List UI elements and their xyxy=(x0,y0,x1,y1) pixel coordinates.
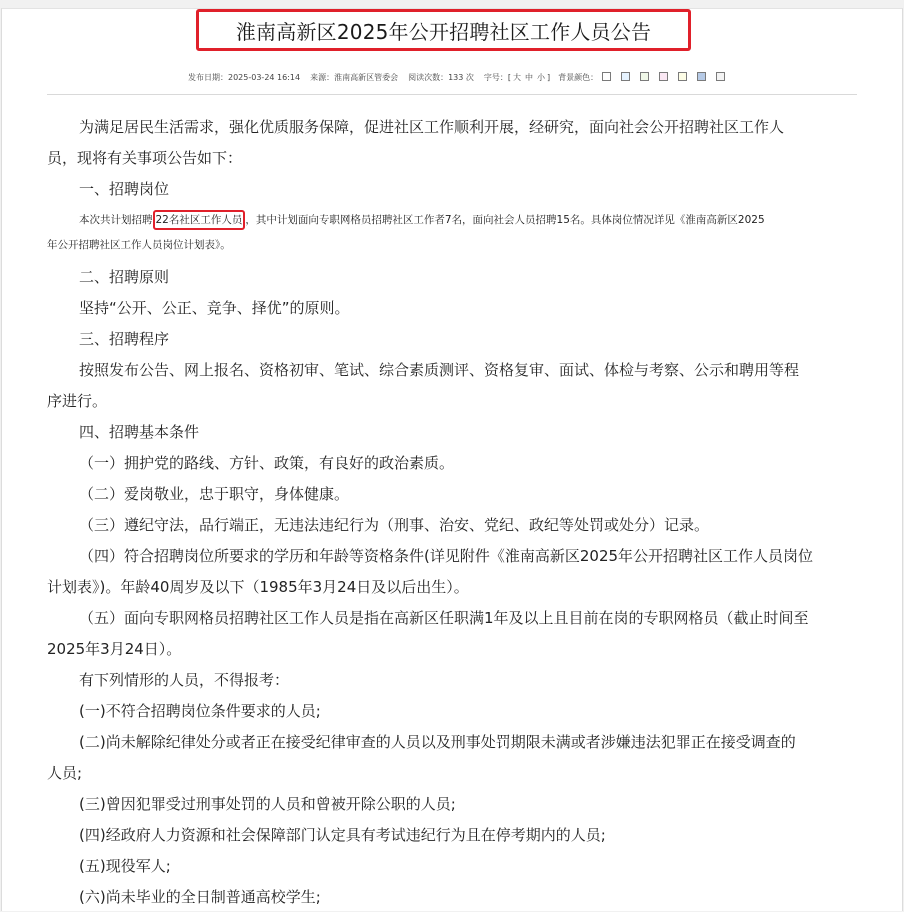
exclusion-item-5: (五)现役军人; xyxy=(79,857,171,875)
principles-text: 坚持“公开、公正、竞争、择优”的原则。 xyxy=(79,299,350,317)
exclusion-item-4: (四)经政府人力资源和社会保障部门认定具有考试违纪行为且在停考期内的人员; xyxy=(79,826,606,844)
positions-text-line1: 本次共计划招聘 22名社区工作人员 ，其中计划面向专职网格员招聘社区工作者7名，面向社会人员招聘15名。具体岗位情况详见《淮南高新区2025 xyxy=(47,208,891,233)
background-color-swatch-1[interactable] xyxy=(602,72,611,81)
section-heading-positions: 一、招聘岗位 xyxy=(79,180,170,198)
page-title: 淮南高新区2025年公开招聘社区工作人员公告 xyxy=(235,19,652,44)
background-color-swatch-7[interactable] xyxy=(716,72,725,81)
background-color-swatch-4[interactable] xyxy=(659,72,668,81)
condition-item-4-line1: （四）符合招聘岗位所要求的学历和年龄等资格条件(详见附件《淮南高新区2025年公开招聘社区工作人员岗位 xyxy=(79,547,814,565)
condition-item-5-line2: 2025年3月24日）。 xyxy=(47,640,182,658)
title-highlight-box xyxy=(196,9,691,51)
exclusion-item-2-line1: (二)尚未解除纪律处分或者正在接受纪律审查的人员以及刑事处罚期限未满或者涉嫌违法犯罪正在接受调查的 xyxy=(79,733,796,751)
procedure-text-line1: 按照发布公告、网上报名、资格初审、笔试、综合素质测评、资格复审、面试、体检与考察、公示和聘用等程 xyxy=(79,361,800,379)
condition-item-1: （一）拥护党的路线、方针、政策，有良好的政治素质。 xyxy=(79,454,455,472)
background-color-swatch-3[interactable] xyxy=(640,72,649,81)
font-size-medium-link[interactable]: 中 xyxy=(525,73,534,82)
exclusion-item-2-line2: 人员; xyxy=(47,764,83,782)
article-meta xyxy=(188,72,735,83)
font-size-label: 字号： xyxy=(483,73,508,82)
source: 来源：淮南高新区管委会 xyxy=(310,73,399,82)
font-size-small-link[interactable]: 小 xyxy=(537,73,546,82)
section-heading-principles: 二、招聘原则 xyxy=(79,268,170,286)
background-color-swatch-5[interactable] xyxy=(678,72,687,81)
positions-text-line2: 年公开招聘社区工作人员岗位计划表》。 xyxy=(47,239,231,251)
condition-item-3: （三）遵纪守法，品行端正，无违法违纪行为（刑事、治安、党纪、政纪等处罚或处分）记录。 xyxy=(79,516,710,534)
condition-item-4-line2: 计划表》)。年龄40周岁及以下（1985年3月24日及以后出生）。 xyxy=(47,578,469,596)
font-size-large-link[interactable]: 大 xyxy=(513,73,522,82)
font-size-bracket-close: ] xyxy=(547,73,551,82)
background-color-swatch-6[interactable] xyxy=(697,72,706,81)
article-page xyxy=(1,8,903,911)
intro-paragraph-line1: 为满足居民生活需求，强化优质服务保障，促进社区工作顺利开展，经研究，面向社会公开招聘社区工作人 xyxy=(79,118,785,136)
condition-item-5-line1: （五）面向专职网格员招聘社区工作人员是指在高新区任职满1年及以上且目前在岗的专职网格员（截止时间至 xyxy=(79,609,809,627)
exclusion-item-3: (三)曾因犯罪受过刑事处罚的人员和曾被开除公职的人员; xyxy=(79,795,456,813)
intro-paragraph-line2: 员，现将有关事项公告如下： xyxy=(47,149,243,167)
background-color-swatch-2[interactable] xyxy=(621,72,630,81)
view-count: 阅读次数：133 次 xyxy=(408,73,474,82)
section-heading-procedure: 三、招聘程序 xyxy=(79,330,170,348)
positions-count-highlight: 22名社区工作人员 xyxy=(153,210,246,230)
section-heading-conditions: 四、招聘基本条件 xyxy=(79,423,200,441)
meta-divider xyxy=(47,94,857,95)
exclusion-item-1: (一)不符合招聘岗位条件要求的人员; xyxy=(79,702,321,720)
exclusion-item-6: (六)尚未毕业的全日制普通高校学生; xyxy=(79,888,321,906)
background-color-label: 背景颜色： xyxy=(558,73,599,82)
font-size-bracket-open: [ xyxy=(507,73,512,82)
background-color-swatches xyxy=(602,72,735,83)
procedure-text-line2: 序进行。 xyxy=(47,392,108,410)
condition-item-2: （二）爱岗敬业，忠于职守，身体健康。 xyxy=(79,485,350,503)
exclusions-intro: 有下列情形的人员，不得报考： xyxy=(79,671,290,689)
publish-date: 发布日期：2025-03-24 16:14 xyxy=(188,73,301,82)
